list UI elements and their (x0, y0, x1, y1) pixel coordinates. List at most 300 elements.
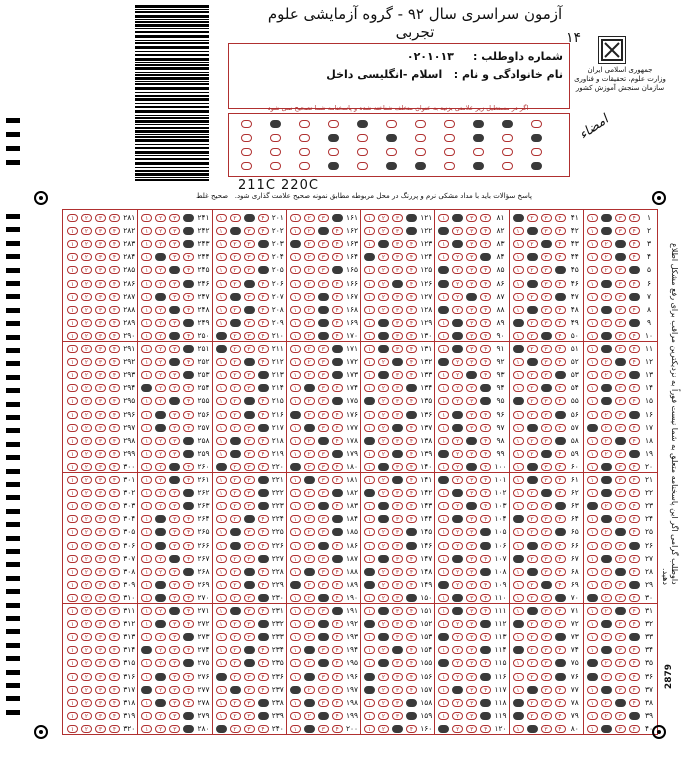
answer-bubble-option-3[interactable]: ۳ (169, 240, 180, 248)
answer-bubble-option-4[interactable]: ۴ (555, 214, 566, 222)
answer-bubble-option-3[interactable]: ۳ (541, 384, 552, 392)
answer-bubble-option-3[interactable]: ۳ (392, 542, 403, 550)
answer-bubble-option-1[interactable]: ۱ (587, 712, 598, 720)
answer-bubble-option-4[interactable]: ۴ (183, 411, 194, 419)
answer-bubble-option-4[interactable]: ۴ (183, 424, 194, 432)
answer-bubble-option-4[interactable]: ۴ (555, 607, 566, 615)
answer-bubble-option-1[interactable]: ۱ (438, 476, 449, 484)
answer-bubble-option-4[interactable]: ۴ (480, 568, 491, 576)
answer-bubble-option-1[interactable]: ۱ (216, 542, 227, 550)
answer-bubble-option-4[interactable]: ۴ (109, 568, 120, 576)
answer-bubble-option-1[interactable]: ۱ (290, 397, 301, 405)
answer-bubble-option-4[interactable]: ۴ (406, 306, 417, 314)
answer-bubble-option-3[interactable]: ۳ (541, 358, 552, 366)
answer-bubble-option-2[interactable]: ۲ (304, 358, 315, 366)
answer-bubble-option-3[interactable]: ۳ (466, 712, 477, 720)
answer-bubble-option-2[interactable]: ۲ (601, 528, 612, 536)
answer-bubble-option-4[interactable]: ۴ (183, 581, 194, 589)
answer-bubble-option-2[interactable]: ۲ (601, 581, 612, 589)
answer-bubble-option-1[interactable]: ۱ (438, 411, 449, 419)
answer-bubble-option-2[interactable]: ۲ (601, 280, 612, 288)
answer-bubble-option-2[interactable]: ۲ (304, 266, 315, 274)
answer-bubble-option-3[interactable]: ۳ (541, 345, 552, 353)
answer-bubble-option-4[interactable]: ۴ (629, 646, 640, 654)
answer-bubble-option-4[interactable]: ۴ (258, 502, 269, 510)
answer-bubble-option-2[interactable]: ۲ (304, 345, 315, 353)
answer-bubble-option-1[interactable]: ۱ (364, 620, 375, 628)
answer-bubble-option-1[interactable]: ۱ (216, 646, 227, 654)
answer-bubble-option-4[interactable]: ۴ (183, 594, 194, 602)
id-bubble[interactable] (502, 162, 513, 170)
answer-bubble-option-3[interactable]: ۳ (541, 528, 552, 536)
answer-bubble-option-2[interactable]: ۲ (527, 397, 538, 405)
answer-bubble-option-4[interactable]: ۴ (555, 319, 566, 327)
answer-bubble-option-1[interactable]: ۱ (587, 646, 598, 654)
answer-bubble-option-1[interactable]: ۱ (290, 594, 301, 602)
answer-bubble-option-3[interactable]: ۳ (392, 424, 403, 432)
answer-bubble-option-4[interactable]: ۴ (183, 345, 194, 353)
id-bubble[interactable] (328, 120, 339, 128)
answer-bubble-option-3[interactable]: ۳ (466, 476, 477, 484)
id-bubble[interactable] (241, 120, 252, 128)
answer-bubble-option-1[interactable]: ۱ (67, 712, 78, 720)
answer-bubble-option-3[interactable]: ۳ (466, 214, 477, 222)
answer-bubble-option-3[interactable]: ۳ (541, 489, 552, 497)
answer-bubble-option-1[interactable]: ۱ (67, 345, 78, 353)
answer-bubble-option-1[interactable]: ۱ (438, 555, 449, 563)
answer-bubble-option-2[interactable]: ۲ (230, 332, 241, 340)
answer-bubble-option-2[interactable]: ۲ (601, 384, 612, 392)
answer-bubble-option-2[interactable]: ۲ (378, 358, 389, 366)
answer-bubble-option-2[interactable]: ۲ (230, 568, 241, 576)
answer-bubble-option-3[interactable]: ۳ (541, 397, 552, 405)
answer-bubble-option-4[interactable]: ۴ (109, 240, 120, 248)
answer-bubble-option-4[interactable]: ۴ (555, 528, 566, 536)
answer-bubble-option-2[interactable]: ۲ (81, 699, 92, 707)
answer-bubble-option-3[interactable]: ۳ (318, 384, 329, 392)
answer-bubble-option-2[interactable]: ۲ (230, 306, 241, 314)
answer-bubble-option-4[interactable]: ۴ (629, 633, 640, 641)
answer-bubble-option-3[interactable]: ۳ (318, 659, 329, 667)
answer-bubble-option-3[interactable]: ۳ (541, 542, 552, 550)
answer-bubble-option-4[interactable]: ۴ (332, 607, 343, 615)
answer-bubble-option-3[interactable]: ۳ (466, 397, 477, 405)
answer-bubble-option-2[interactable]: ۲ (304, 293, 315, 301)
answer-bubble-option-4[interactable]: ۴ (406, 489, 417, 497)
answer-bubble-option-3[interactable]: ۳ (244, 463, 255, 471)
answer-bubble-option-3[interactable]: ۳ (392, 293, 403, 301)
answer-bubble-option-2[interactable]: ۲ (155, 542, 166, 550)
answer-bubble-option-2[interactable]: ۲ (378, 345, 389, 353)
answer-bubble-option-4[interactable]: ۴ (109, 476, 120, 484)
answer-bubble-option-4[interactable]: ۴ (183, 214, 194, 222)
answer-bubble-option-1[interactable]: ۱ (290, 542, 301, 550)
answer-bubble-option-1[interactable]: ۱ (67, 607, 78, 615)
answer-bubble-option-2[interactable]: ۲ (230, 673, 241, 681)
answer-bubble-option-3[interactable]: ۳ (318, 646, 329, 654)
answer-bubble-option-1[interactable]: ۱ (290, 450, 301, 458)
answer-bubble-option-4[interactable]: ۴ (629, 528, 640, 536)
answer-bubble-option-3[interactable]: ۳ (392, 620, 403, 628)
answer-bubble-option-1[interactable]: ۱ (216, 555, 227, 563)
answer-bubble-option-3[interactable]: ۳ (392, 450, 403, 458)
answer-bubble-option-4[interactable]: ۴ (555, 371, 566, 379)
answer-bubble-option-3[interactable]: ۳ (541, 659, 552, 667)
answer-bubble-option-2[interactable]: ۲ (155, 332, 166, 340)
answer-bubble-option-2[interactable]: ۲ (155, 673, 166, 681)
answer-bubble-option-4[interactable]: ۴ (629, 332, 640, 340)
answer-bubble-option-4[interactable]: ۴ (629, 227, 640, 235)
answer-bubble-option-3[interactable]: ۳ (615, 345, 626, 353)
answer-bubble-option-4[interactable]: ۴ (555, 581, 566, 589)
answer-bubble-option-4[interactable]: ۴ (183, 450, 194, 458)
answer-bubble-option-2[interactable]: ۲ (378, 607, 389, 615)
answer-bubble-option-2[interactable]: ۲ (230, 411, 241, 419)
answer-bubble-option-4[interactable]: ۴ (258, 712, 269, 720)
answer-bubble-option-2[interactable]: ۲ (230, 240, 241, 248)
answer-bubble-option-2[interactable]: ۲ (81, 280, 92, 288)
answer-bubble-option-4[interactable]: ۴ (258, 686, 269, 694)
answer-bubble-option-3[interactable]: ۳ (541, 424, 552, 432)
answer-bubble-option-4[interactable]: ۴ (555, 659, 566, 667)
answer-bubble-option-3[interactable]: ۳ (392, 358, 403, 366)
answer-bubble-option-4[interactable]: ۴ (109, 306, 120, 314)
answer-bubble-option-3[interactable]: ۳ (392, 712, 403, 720)
answer-bubble-option-1[interactable]: ۱ (587, 371, 598, 379)
answer-bubble-option-3[interactable]: ۳ (615, 240, 626, 248)
answer-bubble-option-3[interactable]: ۳ (466, 542, 477, 550)
answer-bubble-option-3[interactable]: ۳ (392, 214, 403, 222)
answer-bubble-option-4[interactable]: ۴ (480, 227, 491, 235)
answer-bubble-option-4[interactable]: ۴ (332, 227, 343, 235)
answer-bubble-option-1[interactable]: ۱ (290, 528, 301, 536)
answer-bubble-option-3[interactable]: ۳ (392, 463, 403, 471)
answer-bubble-option-4[interactable]: ۴ (406, 515, 417, 523)
answer-bubble-option-1[interactable]: ۱ (587, 345, 598, 353)
answer-bubble-option-4[interactable]: ۴ (258, 620, 269, 628)
answer-bubble-option-4[interactable]: ۴ (555, 515, 566, 523)
answer-bubble-option-4[interactable]: ۴ (332, 424, 343, 432)
id-bubble[interactable] (415, 134, 426, 142)
answer-bubble-option-3[interactable]: ۳ (615, 280, 626, 288)
id-bubble[interactable] (415, 148, 426, 156)
answer-bubble-option-2[interactable]: ۲ (452, 397, 463, 405)
answer-bubble-option-2[interactable]: ۲ (452, 699, 463, 707)
answer-bubble-option-1[interactable]: ۱ (364, 725, 375, 733)
answer-bubble-option-1[interactable]: ۱ (67, 581, 78, 589)
answer-bubble-option-3[interactable]: ۳ (95, 319, 106, 327)
answer-bubble-option-2[interactable]: ۲ (527, 659, 538, 667)
answer-bubble-option-1[interactable]: ۱ (216, 607, 227, 615)
id-bubble[interactable] (386, 134, 397, 142)
answer-bubble-option-4[interactable]: ۴ (332, 725, 343, 733)
answer-bubble-option-1[interactable]: ۱ (587, 437, 598, 445)
answer-bubble-option-4[interactable]: ۴ (555, 240, 566, 248)
answer-bubble-option-4[interactable]: ۴ (183, 673, 194, 681)
answer-bubble-option-3[interactable]: ۳ (318, 280, 329, 288)
answer-bubble-option-4[interactable]: ۴ (480, 332, 491, 340)
answer-bubble-option-2[interactable]: ۲ (378, 266, 389, 274)
answer-bubble-option-2[interactable]: ۲ (81, 581, 92, 589)
answer-bubble-option-3[interactable]: ۳ (318, 332, 329, 340)
answer-bubble-option-4[interactable]: ۴ (258, 476, 269, 484)
answer-bubble-option-4[interactable]: ۴ (332, 476, 343, 484)
answer-bubble-option-2[interactable]: ۲ (155, 502, 166, 510)
answer-bubble-option-2[interactable]: ۲ (378, 253, 389, 261)
answer-bubble-option-4[interactable]: ۴ (629, 293, 640, 301)
answer-bubble-option-2[interactable]: ۲ (230, 659, 241, 667)
answer-bubble-option-1[interactable]: ۱ (67, 673, 78, 681)
answer-bubble-option-1[interactable]: ۱ (67, 397, 78, 405)
answer-bubble-option-1[interactable]: ۱ (141, 646, 152, 654)
answer-bubble-option-1[interactable]: ۱ (216, 594, 227, 602)
answer-bubble-option-4[interactable]: ۴ (406, 620, 417, 628)
answer-bubble-option-4[interactable]: ۴ (109, 699, 120, 707)
id-bubble[interactable] (386, 162, 397, 170)
answer-bubble-option-2[interactable]: ۲ (378, 712, 389, 720)
answer-bubble-option-2[interactable]: ۲ (378, 673, 389, 681)
answer-bubble-option-1[interactable]: ۱ (141, 699, 152, 707)
answer-bubble-option-1[interactable]: ۱ (513, 515, 524, 523)
id-bubble[interactable] (531, 134, 542, 142)
answer-bubble-option-3[interactable]: ۳ (244, 686, 255, 694)
answer-bubble-option-3[interactable]: ۳ (392, 502, 403, 510)
answer-bubble-option-1[interactable]: ۱ (587, 397, 598, 405)
answer-bubble-option-1[interactable]: ۱ (587, 424, 598, 432)
answer-bubble-option-2[interactable]: ۲ (81, 345, 92, 353)
answer-bubble-option-2[interactable]: ۲ (601, 319, 612, 327)
answer-bubble-option-2[interactable]: ۲ (452, 332, 463, 340)
answer-bubble-option-2[interactable]: ۲ (81, 384, 92, 392)
answer-bubble-option-2[interactable]: ۲ (155, 699, 166, 707)
answer-bubble-option-2[interactable]: ۲ (452, 371, 463, 379)
answer-bubble-option-1[interactable]: ۱ (216, 463, 227, 471)
answer-bubble-option-3[interactable]: ۳ (318, 620, 329, 628)
answer-bubble-option-1[interactable]: ۱ (290, 659, 301, 667)
id-bubble[interactable] (299, 120, 310, 128)
answer-bubble-option-4[interactable]: ۴ (629, 280, 640, 288)
answer-bubble-option-1[interactable]: ۱ (141, 293, 152, 301)
answer-bubble-option-2[interactable]: ۲ (452, 725, 463, 733)
answer-bubble-option-2[interactable]: ۲ (527, 424, 538, 432)
answer-bubble-option-1[interactable]: ۱ (513, 319, 524, 327)
answer-bubble-option-2[interactable]: ۲ (81, 725, 92, 733)
id-bubble[interactable] (241, 162, 252, 170)
answer-bubble-option-4[interactable]: ۴ (332, 489, 343, 497)
answer-bubble-option-4[interactable]: ۴ (629, 594, 640, 602)
answer-bubble-option-2[interactable]: ۲ (601, 306, 612, 314)
answer-bubble-option-4[interactable]: ۴ (109, 555, 120, 563)
answer-bubble-option-2[interactable]: ۲ (304, 332, 315, 340)
answer-bubble-option-4[interactable]: ۴ (555, 555, 566, 563)
answer-bubble-option-1[interactable]: ۱ (290, 646, 301, 654)
answer-bubble-option-1[interactable]: ۱ (67, 253, 78, 261)
answer-bubble-option-1[interactable]: ۱ (290, 673, 301, 681)
answer-bubble-option-2[interactable]: ۲ (601, 594, 612, 602)
answer-bubble-option-3[interactable]: ۳ (244, 227, 255, 235)
answer-bubble-option-4[interactable]: ۴ (109, 528, 120, 536)
id-bubble[interactable] (415, 120, 426, 128)
answer-bubble-option-4[interactable]: ۴ (332, 358, 343, 366)
answer-bubble-option-2[interactable]: ۲ (304, 424, 315, 432)
answer-bubble-option-1[interactable]: ۱ (438, 594, 449, 602)
answer-bubble-option-4[interactable]: ۴ (406, 424, 417, 432)
answer-bubble-option-1[interactable]: ۱ (438, 699, 449, 707)
answer-bubble-option-2[interactable]: ۲ (155, 594, 166, 602)
answer-bubble-option-1[interactable]: ۱ (290, 502, 301, 510)
answer-bubble-option-1[interactable]: ۱ (513, 555, 524, 563)
answer-bubble-option-3[interactable]: ۳ (169, 332, 180, 340)
answer-bubble-option-4[interactable]: ۴ (332, 528, 343, 536)
answer-bubble-option-4[interactable]: ۴ (480, 306, 491, 314)
answer-bubble-option-2[interactable]: ۲ (601, 450, 612, 458)
id-bubble[interactable] (444, 134, 455, 142)
answer-bubble-option-4[interactable]: ۴ (480, 646, 491, 654)
answer-bubble-option-4[interactable]: ۴ (332, 240, 343, 248)
answer-bubble-option-1[interactable]: ۱ (141, 358, 152, 366)
answer-bubble-option-2[interactable]: ۲ (601, 266, 612, 274)
answer-bubble-option-1[interactable]: ۱ (290, 280, 301, 288)
answer-bubble-option-1[interactable]: ۱ (587, 463, 598, 471)
answer-bubble-option-2[interactable]: ۲ (601, 725, 612, 733)
answer-bubble-option-3[interactable]: ۳ (95, 240, 106, 248)
answer-bubble-option-3[interactable]: ۳ (169, 266, 180, 274)
answer-bubble-option-1[interactable]: ۱ (364, 358, 375, 366)
answer-bubble-option-3[interactable]: ۳ (244, 633, 255, 641)
answer-bubble-option-1[interactable]: ۱ (587, 253, 598, 261)
answer-bubble-option-2[interactable]: ۲ (601, 476, 612, 484)
answer-bubble-option-2[interactable]: ۲ (452, 463, 463, 471)
answer-bubble-option-4[interactable]: ۴ (183, 476, 194, 484)
answer-bubble-option-4[interactable]: ۴ (332, 699, 343, 707)
answer-bubble-option-4[interactable]: ۴ (109, 607, 120, 615)
answer-bubble-option-3[interactable]: ۳ (541, 253, 552, 261)
id-bubble[interactable] (444, 120, 455, 128)
answer-bubble-option-2[interactable]: ۲ (452, 384, 463, 392)
answer-bubble-option-1[interactable]: ۱ (438, 725, 449, 733)
answer-bubble-option-4[interactable]: ۴ (332, 673, 343, 681)
answer-bubble-option-4[interactable]: ۴ (629, 463, 640, 471)
answer-bubble-option-3[interactable]: ۳ (95, 214, 106, 222)
answer-bubble-option-2[interactable]: ۲ (527, 489, 538, 497)
answer-bubble-option-3[interactable]: ۳ (615, 659, 626, 667)
answer-bubble-option-3[interactable]: ۳ (541, 633, 552, 641)
answer-bubble-option-4[interactable]: ۴ (183, 725, 194, 733)
answer-bubble-option-2[interactable]: ۲ (81, 227, 92, 235)
answer-bubble-option-3[interactable]: ۳ (318, 673, 329, 681)
answer-bubble-option-3[interactable]: ۳ (95, 397, 106, 405)
answer-bubble-option-4[interactable]: ۴ (332, 397, 343, 405)
answer-bubble-option-3[interactable]: ۳ (244, 384, 255, 392)
answer-bubble-option-1[interactable]: ۱ (216, 633, 227, 641)
answer-bubble-option-4[interactable]: ۴ (555, 397, 566, 405)
answer-bubble-option-1[interactable]: ۱ (290, 712, 301, 720)
answer-bubble-option-1[interactable]: ۱ (364, 528, 375, 536)
answer-bubble-option-4[interactable]: ۴ (555, 489, 566, 497)
answer-bubble-option-3[interactable]: ۳ (95, 332, 106, 340)
answer-bubble-option-2[interactable]: ۲ (527, 555, 538, 563)
answer-bubble-option-4[interactable]: ۴ (555, 384, 566, 392)
answer-bubble-option-3[interactable]: ۳ (615, 581, 626, 589)
answer-bubble-option-4[interactable]: ۴ (258, 699, 269, 707)
answer-bubble-option-4[interactable]: ۴ (332, 266, 343, 274)
answer-bubble-option-4[interactable]: ۴ (109, 384, 120, 392)
answer-bubble-option-1[interactable]: ۱ (364, 424, 375, 432)
answer-bubble-option-3[interactable]: ۳ (466, 620, 477, 628)
answer-bubble-option-3[interactable]: ۳ (244, 411, 255, 419)
answer-bubble-option-2[interactable]: ۲ (452, 227, 463, 235)
answer-bubble-option-4[interactable]: ۴ (480, 358, 491, 366)
answer-bubble-option-4[interactable]: ۴ (406, 227, 417, 235)
answer-bubble-option-3[interactable]: ۳ (541, 437, 552, 445)
answer-bubble-option-3[interactable]: ۳ (541, 293, 552, 301)
answer-bubble-option-3[interactable]: ۳ (95, 725, 106, 733)
answer-bubble-option-1[interactable]: ۱ (141, 450, 152, 458)
answer-bubble-option-2[interactable]: ۲ (378, 594, 389, 602)
answer-bubble-option-2[interactable]: ۲ (452, 214, 463, 222)
answer-bubble-option-4[interactable]: ۴ (109, 686, 120, 694)
answer-bubble-option-3[interactable]: ۳ (318, 240, 329, 248)
answer-bubble-option-1[interactable]: ۱ (141, 240, 152, 248)
answer-bubble-option-3[interactable]: ۳ (392, 594, 403, 602)
answer-bubble-option-3[interactable]: ۳ (392, 515, 403, 523)
answer-bubble-option-3[interactable]: ۳ (318, 555, 329, 563)
answer-bubble-option-3[interactable]: ۳ (541, 699, 552, 707)
answer-bubble-option-1[interactable]: ۱ (141, 463, 152, 471)
answer-bubble-option-3[interactable]: ۳ (95, 293, 106, 301)
answer-bubble-option-2[interactable]: ۲ (378, 319, 389, 327)
answer-bubble-option-1[interactable]: ۱ (290, 371, 301, 379)
answer-bubble-option-1[interactable]: ۱ (438, 345, 449, 353)
answer-bubble-option-2[interactable]: ۲ (601, 673, 612, 681)
answer-bubble-option-3[interactable]: ۳ (169, 528, 180, 536)
answer-bubble-option-3[interactable]: ۳ (244, 699, 255, 707)
answer-bubble-option-4[interactable]: ۴ (480, 384, 491, 392)
answer-bubble-option-1[interactable]: ۱ (216, 502, 227, 510)
answer-bubble-option-3[interactable]: ۳ (541, 463, 552, 471)
answer-bubble-option-3[interactable]: ۳ (466, 411, 477, 419)
answer-bubble-option-1[interactable]: ۱ (216, 397, 227, 405)
answer-bubble-option-1[interactable]: ۱ (587, 633, 598, 641)
answer-bubble-option-1[interactable]: ۱ (513, 581, 524, 589)
answer-bubble-option-3[interactable]: ۳ (541, 411, 552, 419)
answer-bubble-option-2[interactable]: ۲ (378, 659, 389, 667)
answer-bubble-option-1[interactable]: ۱ (67, 515, 78, 523)
answer-bubble-option-3[interactable]: ۳ (95, 568, 106, 576)
answer-bubble-option-2[interactable]: ۲ (527, 620, 538, 628)
answer-bubble-option-2[interactable]: ۲ (230, 227, 241, 235)
answer-bubble-option-2[interactable]: ۲ (81, 306, 92, 314)
answer-bubble-option-3[interactable]: ۳ (95, 646, 106, 654)
answer-bubble-option-4[interactable]: ۴ (406, 502, 417, 510)
answer-bubble-option-3[interactable]: ۳ (318, 515, 329, 523)
answer-bubble-option-3[interactable]: ۳ (169, 555, 180, 563)
answer-bubble-option-2[interactable]: ۲ (230, 371, 241, 379)
answer-bubble-option-1[interactable]: ۱ (216, 515, 227, 523)
answer-bubble-option-4[interactable]: ۴ (109, 345, 120, 353)
answer-bubble-option-4[interactable]: ۴ (629, 345, 640, 353)
answer-bubble-option-1[interactable]: ۱ (513, 280, 524, 288)
answer-bubble-option-3[interactable]: ۳ (615, 502, 626, 510)
answer-bubble-option-4[interactable]: ۴ (332, 712, 343, 720)
answer-bubble-option-4[interactable]: ۴ (258, 555, 269, 563)
answer-bubble-option-1[interactable]: ۱ (587, 568, 598, 576)
answer-bubble-option-4[interactable]: ۴ (109, 293, 120, 301)
answer-bubble-option-3[interactable]: ۳ (466, 240, 477, 248)
answer-bubble-option-3[interactable]: ۳ (169, 620, 180, 628)
answer-bubble-option-3[interactable]: ۳ (318, 437, 329, 445)
id-bubble[interactable] (357, 120, 368, 128)
